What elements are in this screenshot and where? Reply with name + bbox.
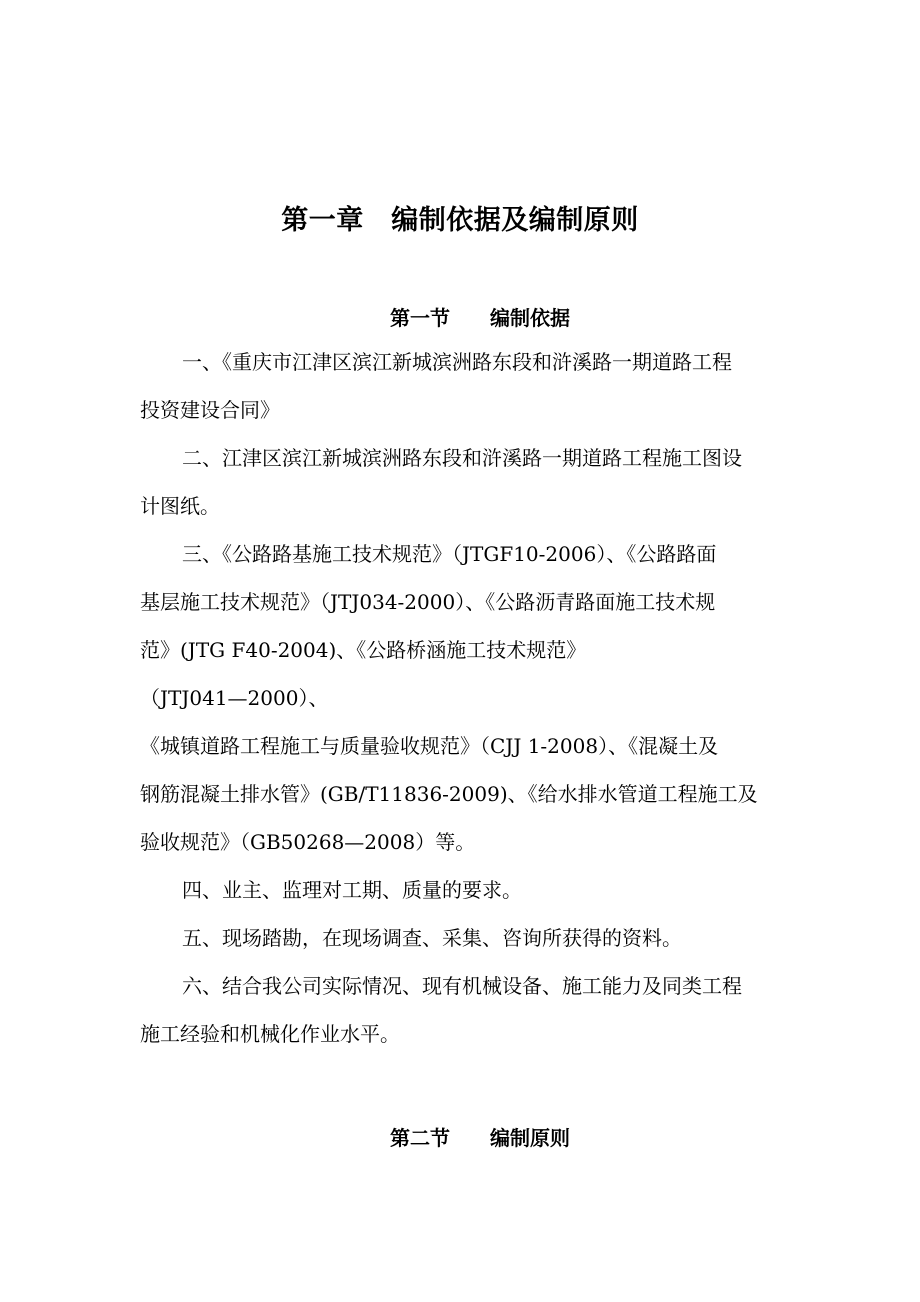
paragraph-line: 《城镇道路工程施工与质量验收规范》（CJJ 1-2008）、《混凝土及 <box>140 734 719 758</box>
paragraph-line: 一、《重庆市江津区滨江新城滨洲路东段和浒溪路一期道路工程 <box>182 350 732 374</box>
paragraph-line: 二、江津区滨江新城滨洲路东段和浒溪路一期道路工程施工图设 <box>182 446 742 470</box>
paragraph-line: 范》(JTG F40-2004)、《公路桥涵施工技术规范》 <box>140 638 587 662</box>
paragraph-line: 四、业主、监理对工期、质量的要求。 <box>182 878 522 902</box>
paragraph-line: 计图纸。 <box>140 494 220 518</box>
paragraph-line: 验收规范》（GB50268—2008）等。 <box>140 830 476 854</box>
section-title-principles: 第二节 编制原则 <box>390 1126 570 1150</box>
chapter-title: 第一章 编制依据及编制原则 <box>281 205 639 236</box>
paragraph-line: 六、结合我公司实际情况、现有机械设备、施工能力及同类工程 <box>182 974 742 998</box>
paragraph-line: 三、《公路路基施工技术规范》（JTGF10-2006）、《公路路面 <box>182 542 717 566</box>
paragraph-line: 投资建设合同》 <box>140 398 280 422</box>
paragraph-line: 施工经验和机械化作业水平。 <box>140 1022 400 1046</box>
section-title-basis: 第一节 编制依据 <box>390 306 570 330</box>
paragraph-line: 五、现场踏勘，在现场调查、采集、咨询所获得的资料。 <box>182 926 682 950</box>
paragraph-line: 钢筋混凝土排水管》(GB/T11836-2009)、《给水排水管道工程施工及 <box>140 782 758 806</box>
paragraph-line: 基层施工技术规范》（JTJ034-2000）、《公路沥青路面施工技术规 <box>140 590 716 614</box>
paragraph-line: （JTJ041—2000）、 <box>140 686 329 710</box>
